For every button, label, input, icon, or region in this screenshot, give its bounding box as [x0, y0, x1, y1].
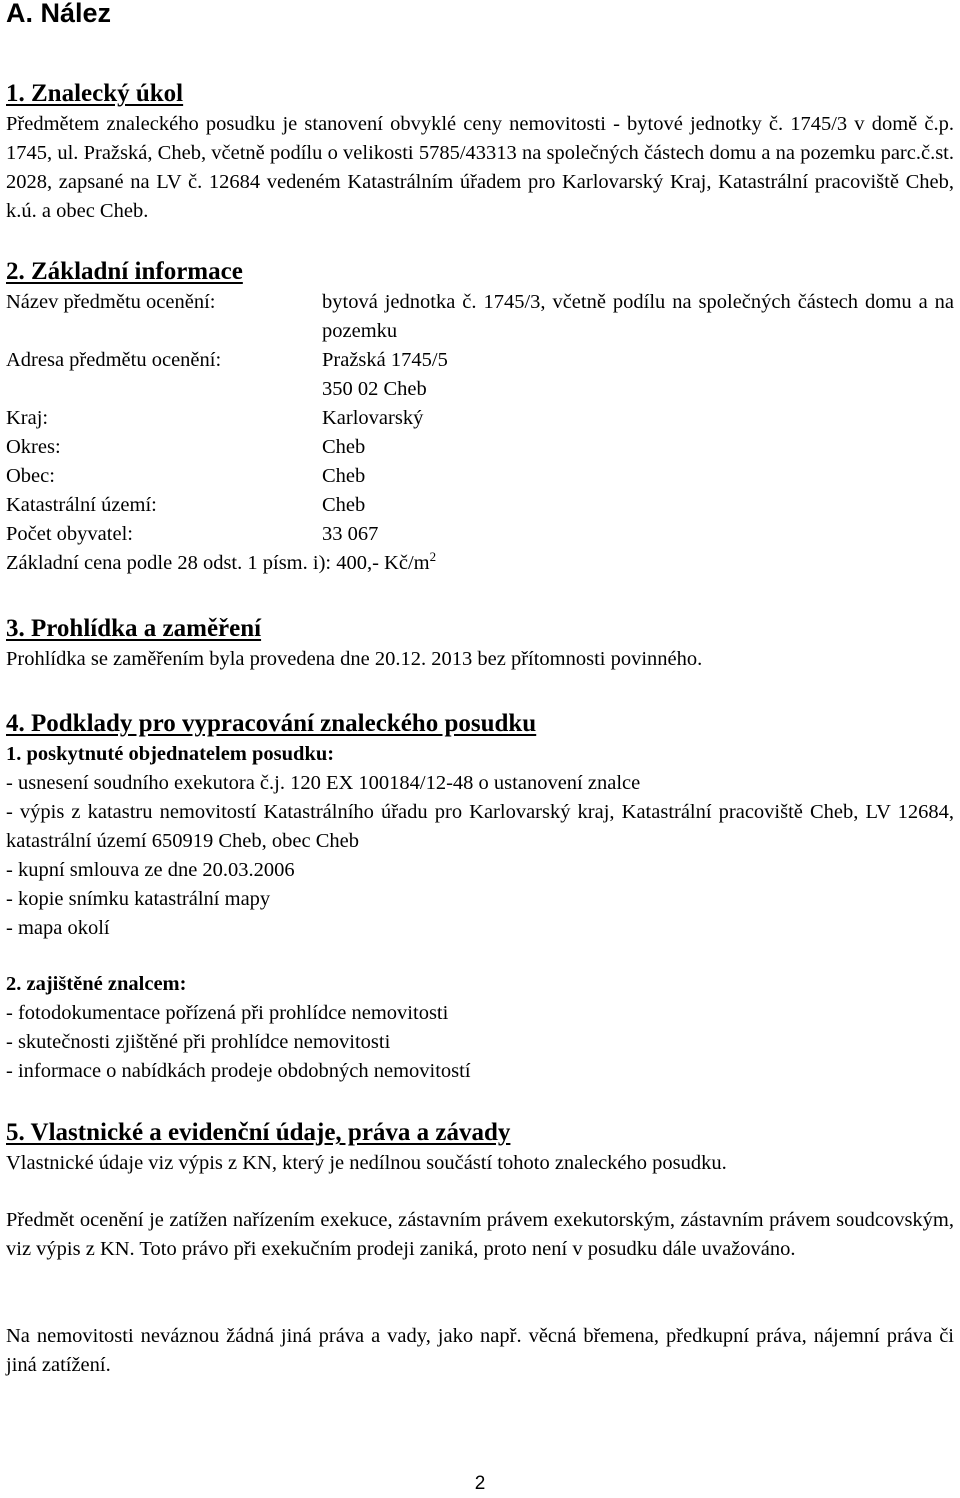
base-price-text: Základní cena podle 28 odst. 1 písm. i): 400,- Kč/m	[6, 552, 430, 574]
list-item: - usnesení soudního exekutora č.j. 120 EX 100184/12-48 o ustanovení znalce	[6, 772, 641, 794]
section-3-title-text: 3. Prohlídka a zaměření	[6, 615, 262, 642]
page-number: 2	[474, 1473, 486, 1494]
section-5-paragraph-1: Vlastnické údaje viz výpis z KN, který je nedílnou součástí tohoto znaleckého posudku.	[6, 1152, 727, 1174]
page-heading: A. Nález	[6, 0, 112, 28]
info-value: bytová jednotka č. 1745/3, včetně podílu na společných částech domu a na pozemku	[322, 291, 954, 342]
section-4-subheading-1: 1. poskytnuté objednatelem posudku:	[6, 743, 335, 765]
section-4-title	[6, 709, 954, 739]
section-4-title-text: 4. Podklady pro vypracování znaleckého posudku	[6, 710, 537, 737]
client-documents-list	[6, 769, 954, 943]
section-5-paragraph-2: Předmět ocenění je zatížen nařízením exekuce, zástavním právem exekutorským, zástavním právem soudcovským, viz výpis z KN. Toto právo při exekučním prodeji zaniká, proto není v posudku dále uvažováno.	[6, 1209, 954, 1260]
info-label: Okres:	[6, 436, 61, 458]
info-value: Karlovarský	[322, 407, 424, 429]
section-3-title	[6, 614, 954, 644]
info-label: Počet obyvatel:	[6, 523, 133, 545]
info-value: 350 02 Cheb	[322, 378, 427, 400]
base-price-line	[6, 549, 954, 578]
base-price-superscript: 2	[429, 549, 437, 565]
info-label: Kraj:	[6, 407, 49, 429]
expert-documents-list	[6, 999, 954, 1086]
list-item: - kupní smlouva ze dne 20.03.2006	[6, 859, 295, 881]
section-1-title	[6, 79, 954, 109]
info-value: Cheb	[322, 436, 366, 458]
section-1-text: Předmětem znaleckého posudku je stanovení obvyklé ceny nemovitosti - bytové jednotky č. 1745/3 v domě č.p. 1745, ul. Pražská, Cheb, včetně podílu o velikosti 5785/43313 na společných částech domu a na pozemku parc.č.st. 2028, zapsané na LV č. 12684 vedeném Katastrálním úřadem pro Karlovarský Kraj, Katastrální pracoviště Cheb, k.ú. a obec Cheb.	[6, 113, 954, 222]
info-value: Pražská 1745/5	[322, 349, 448, 371]
list-item: - skutečnosti zjištěné při prohlídce nemovitosti	[6, 1031, 391, 1053]
section-4-subheading-2: 2. zajištěné znalcem:	[6, 973, 187, 995]
info-label: Katastrální území:	[6, 494, 157, 516]
info-label: Adresa předmětu ocenění:	[6, 349, 222, 371]
info-value: 33 067	[322, 523, 379, 545]
section-2-title-text: 2. Základní informace	[6, 258, 243, 285]
list-item: - informace o nabídkách prodeje obdobných nemovitostí	[6, 1060, 471, 1082]
info-row-subject	[6, 288, 954, 346]
list-item: - mapa okolí	[6, 917, 110, 939]
section-5-title	[6, 1118, 954, 1148]
info-value: Cheb	[322, 494, 366, 516]
info-label: Obec:	[6, 465, 55, 487]
section-3-text: Prohlídka se zaměřením byla provedena dne 20.12. 2013 bez přítomnosti povinného.	[6, 648, 703, 670]
info-value: Cheb	[322, 465, 366, 487]
info-label: Název předmětu ocenění:	[6, 291, 216, 313]
section-1-title-text: 1. Znalecký úkol	[6, 80, 184, 107]
section-2-title	[6, 257, 954, 287]
list-item: - výpis z katastru nemovitostí Katastrálního úřadu pro Karlovarský kraj, Katastrální pracoviště Cheb, LV 12684, katastrální území 650919 Cheb, obec Cheb	[6, 801, 954, 852]
list-item: - kopie snímku katastrální mapy	[6, 888, 271, 910]
list-item: - fotodokumentace pořízená při prohlídce nemovitosti	[6, 1002, 449, 1024]
section-5-paragraph-3: Na nemovitosti neváznou žádná jiná práva a vady, jako např. věcná břemena, předkupní práva, nájemní práva či jiná zatížení.	[6, 1325, 954, 1376]
section-5-title-text: 5. Vlastnické a evidenční údaje, práva a závady	[6, 1119, 511, 1146]
